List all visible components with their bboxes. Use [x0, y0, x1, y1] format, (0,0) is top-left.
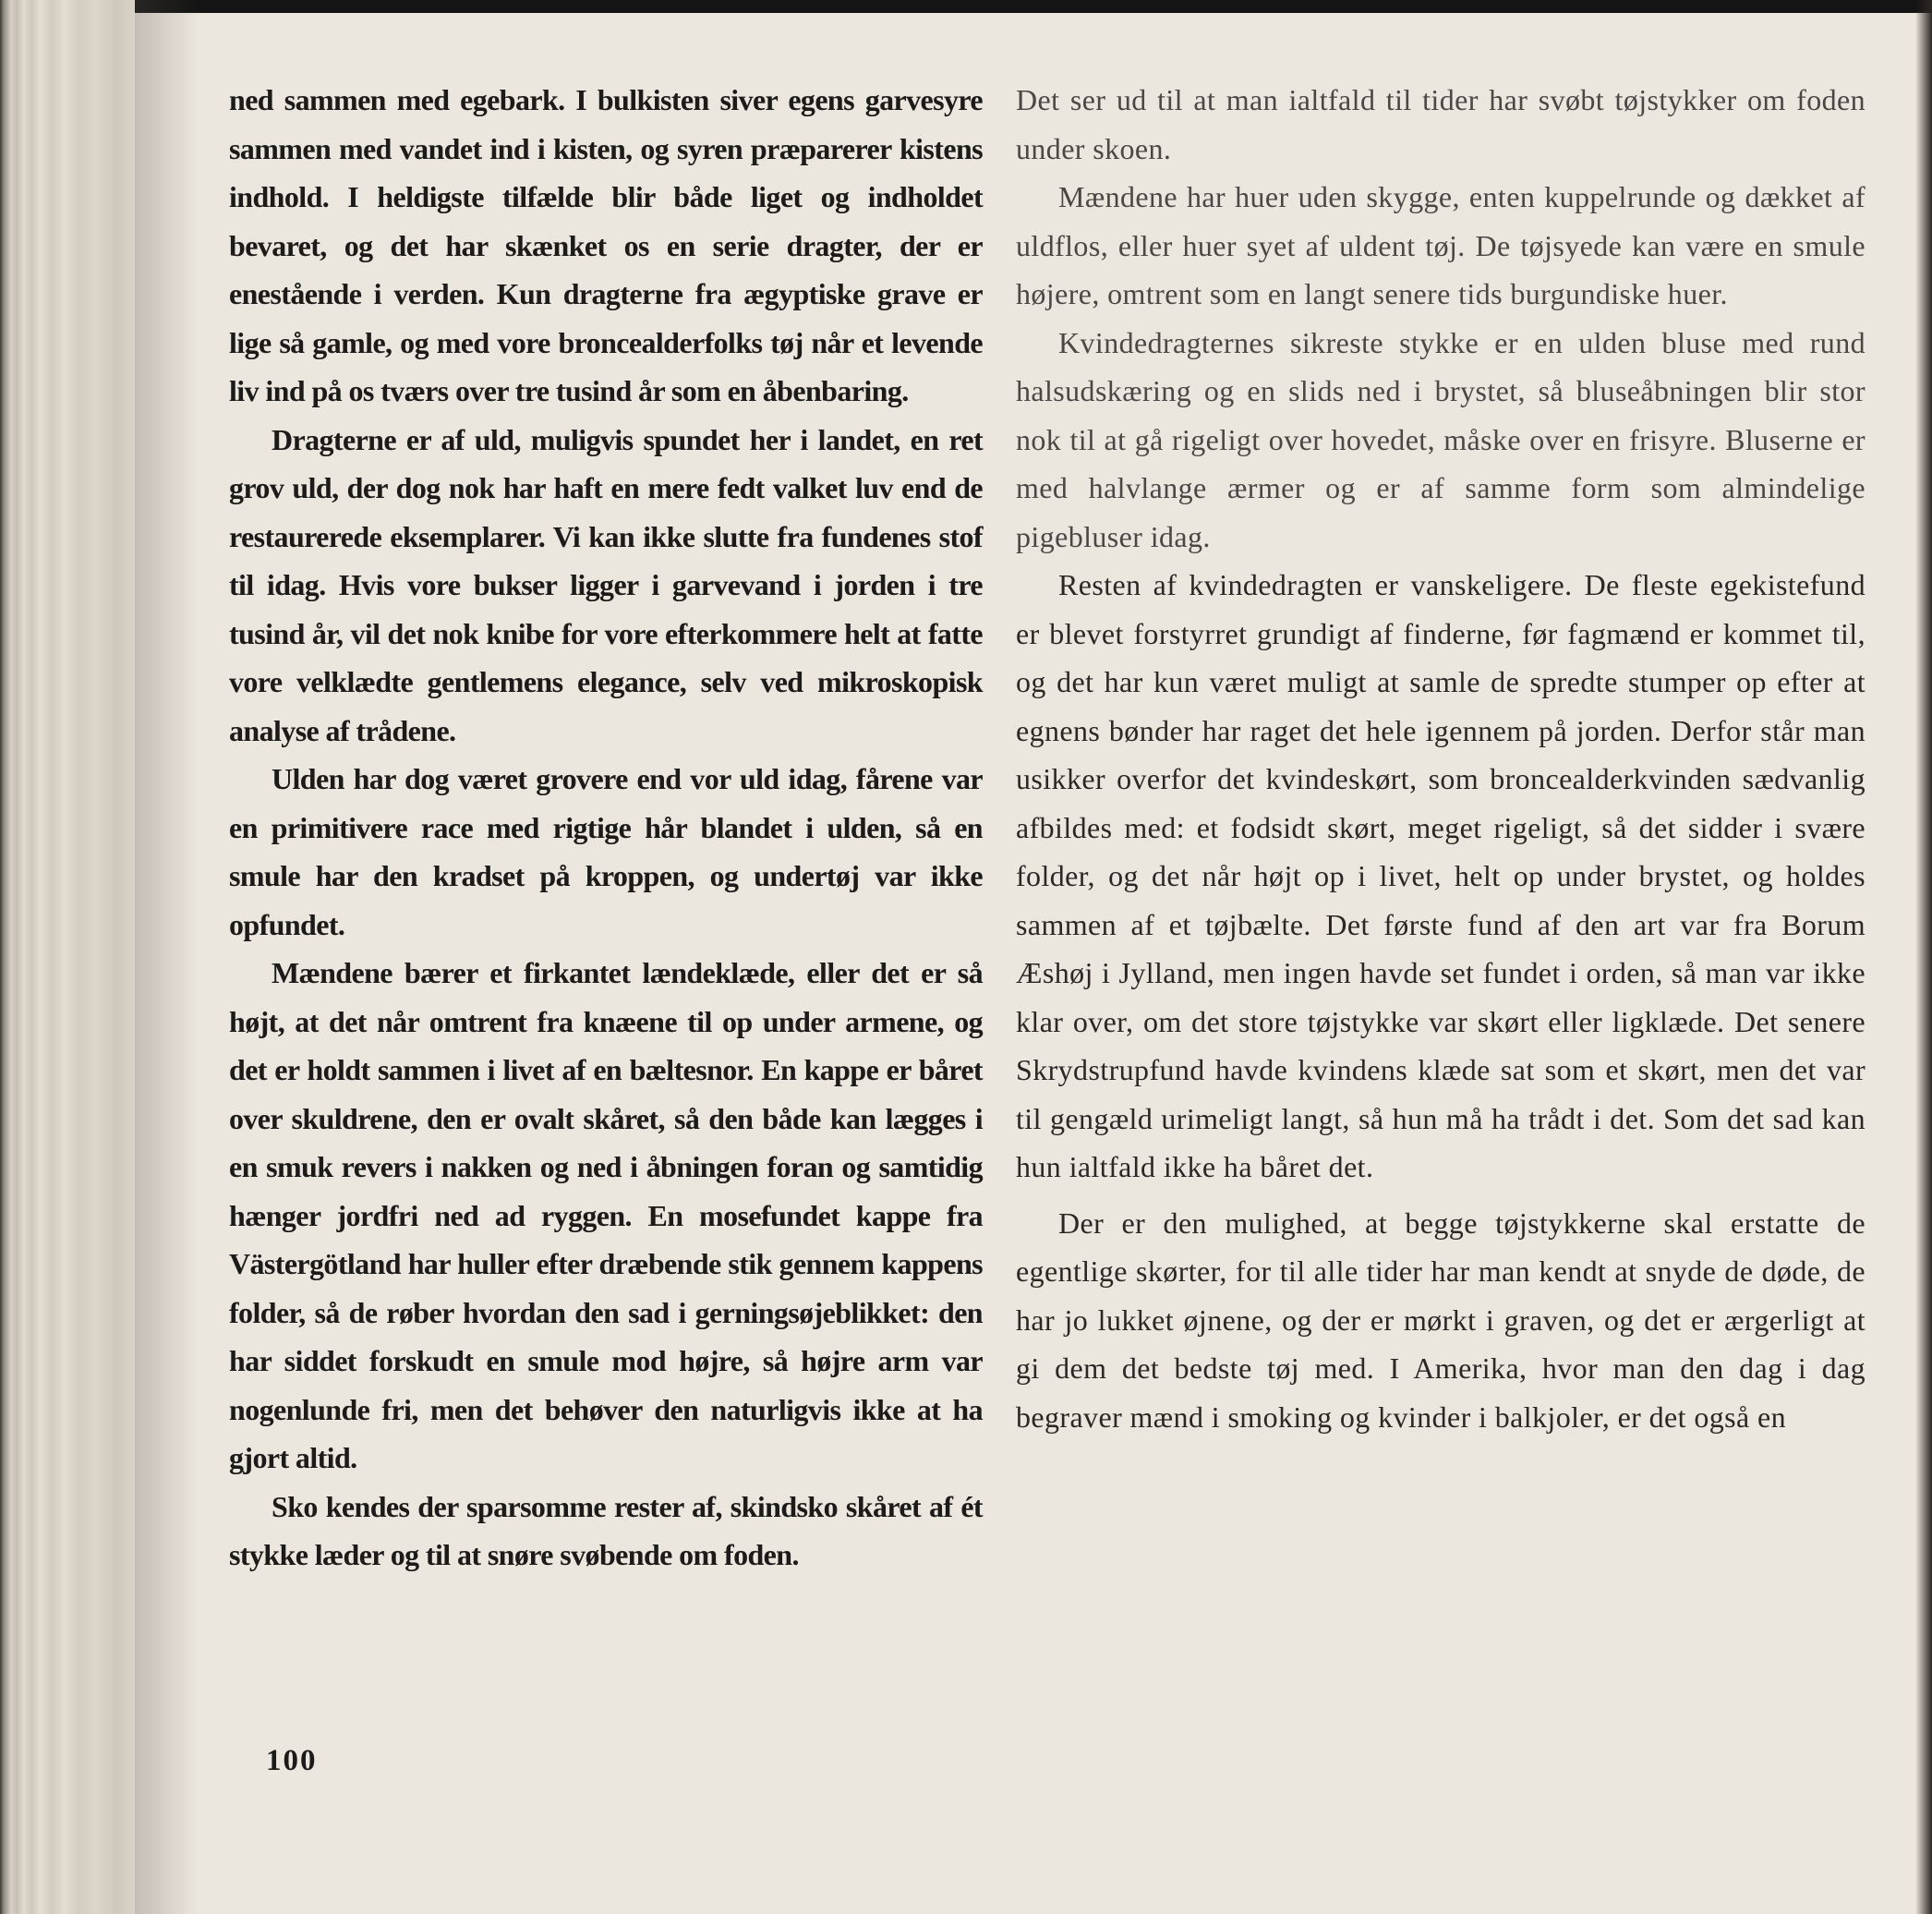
right-paragraph-5: Der er den mulighed, at begge tøjstykkerne skal erstatte de egentlige skørter, for til alle tider har man kendt at snyde de døde, de har jo lukket øjnene, og der er mørkt i graven, og det er ærgerligt at gi dem det bedste tøj med. I Amerika, hvor man den dag i dag begraver mænd i smoking og kvinder i balkjoler, er det også en: [1016, 1205, 1866, 1434]
left-text-column: [229, 76, 983, 1580]
left-paragraph-5: Sko kendes der sparsomme rester af, skindsko skåret af ét stykke læder og til at snøre svøbende om foden.: [229, 1489, 983, 1571]
gutter-shadow: [135, 0, 199, 1914]
page-number: 100: [266, 1744, 318, 1777]
page-stack-edge: [0, 0, 135, 1914]
left-paragraph-3: Ulden har dog været grovere end vor uld idag, fårene var en primitivere race med rigtige hår blandet i ulden, så en smule har den kradset på kroppen, og undertøj var ikke opfundet.: [229, 762, 983, 941]
left-paragraph-4: Mændene bærer et firkantet lændeklæde, eller det er så højt, at det når omtrent fra knæene til op under armene, og det er holdt sammen i livet af en bæltesnor. En kappe er båret over skuldrene, den er ovalt skåret, så den både kan lægges i en smuk revers i nakken og ned i åbningen foran og samtidig hænger jordfri ned ad ryggen. En mosefundet kappe fra Västergötland har huller efter dræbende stik gennem kappens folder, så de røber hvordan den sad i gerningsøjeblikket: den har siddet forskudt en smule mod højre, så højre arm var nogenlunde fri, men det behøver den naturligvis ikke at ha gjort altid.: [229, 956, 983, 1474]
right-paragraph-3: Kvindedragternes sikreste stykke er en ulden bluse med rund halsudskæring og en slids ned i brystet, så bluseåbningen blir stor nok til at gå rigeligt over hovedet, måske over en frisyre. Bluserne er med halvlange ærmer og er af samme form som almindelige pigebluser idag.: [1016, 325, 1866, 553]
right-shadow-edge: [1915, 0, 1932, 1914]
right-text-column: [1016, 76, 1866, 1441]
right-paragraph-2: Mændene har huer uden skygge, enten kuppelrunde og dækket af uldflos, eller huer syet af uldent tøj. De tøjsyede kan være en smule højere, omtrent som en langt senere tids burgundiske huer.: [1016, 180, 1866, 310]
top-shadow-edge: [0, 0, 1932, 13]
left-paragraph-2: Dragterne er af uld, muligvis spundet her i landet, en ret grov uld, der dog nok har haft en mere fedt valket luv end de restaurerede eksemplarer. Vi kan ikke slutte fra fundenes stof til idag. Hvis vore bukser ligger i garvevand i jorden i tre tusind år, vil det nok knibe for vore efterkommere helt at fatte vore velklædte gentlemens elegance, selv ved mikroskopisk analyse af trådene.: [229, 422, 983, 747]
right-paragraph-4: Resten af kvindedragten er vanskeligere. De fleste egekistefund er blevet forstyrret grundigt af finderne, før fagmænd er kommet til, og det har kun været muligt at samle de spredte stumper op efter at egnens bønder har raget det hele igennem på jorden. Derfor står man usikker overfor det kvindeskørt, som broncealderkvinden sædvanlig afbildes med: et fodsidt skørt, meget rigeligt, så det sidder i svære folder, og det når højt op i livet, helt op under brystet, og holdes sammen af et tøjbælte. Det første fund af den art var fra Borum Æshøj i Jylland, men ingen havde set fundet i orden, så man var ikke klar over, om det store tøjstykke var skørt eller ligklæde. Det senere Skrydstrupfund havde kvindens klæde sat som et skørt, men det var til gengæld urimeligt langt, så hun må ha trådt i det. Som det sad kan hun ialtfald ikke ha båret det.: [1016, 568, 1866, 1183]
left-paragraph-1: ned sammen med egebark. I bulkisten siver egens garvesyre sammen med vandet ind i kisten, og syren præparerer kistens indhold. I heldigste tilfælde blir både liget og indholdet bevaret, og det har skænket os en serie dragter, der er enestående i verden. Kun dragterne fra ægyptiske grave er lige så gamle, og med vore broncealderfolks tøj når et levende liv ind på os tværs over tre tusind år som en åbenbaring.: [229, 83, 983, 407]
right-paragraph-1: Det ser ud til at man ialtfald til tider har svøbt tøjstykker om foden under skoen.: [1016, 83, 1866, 165]
